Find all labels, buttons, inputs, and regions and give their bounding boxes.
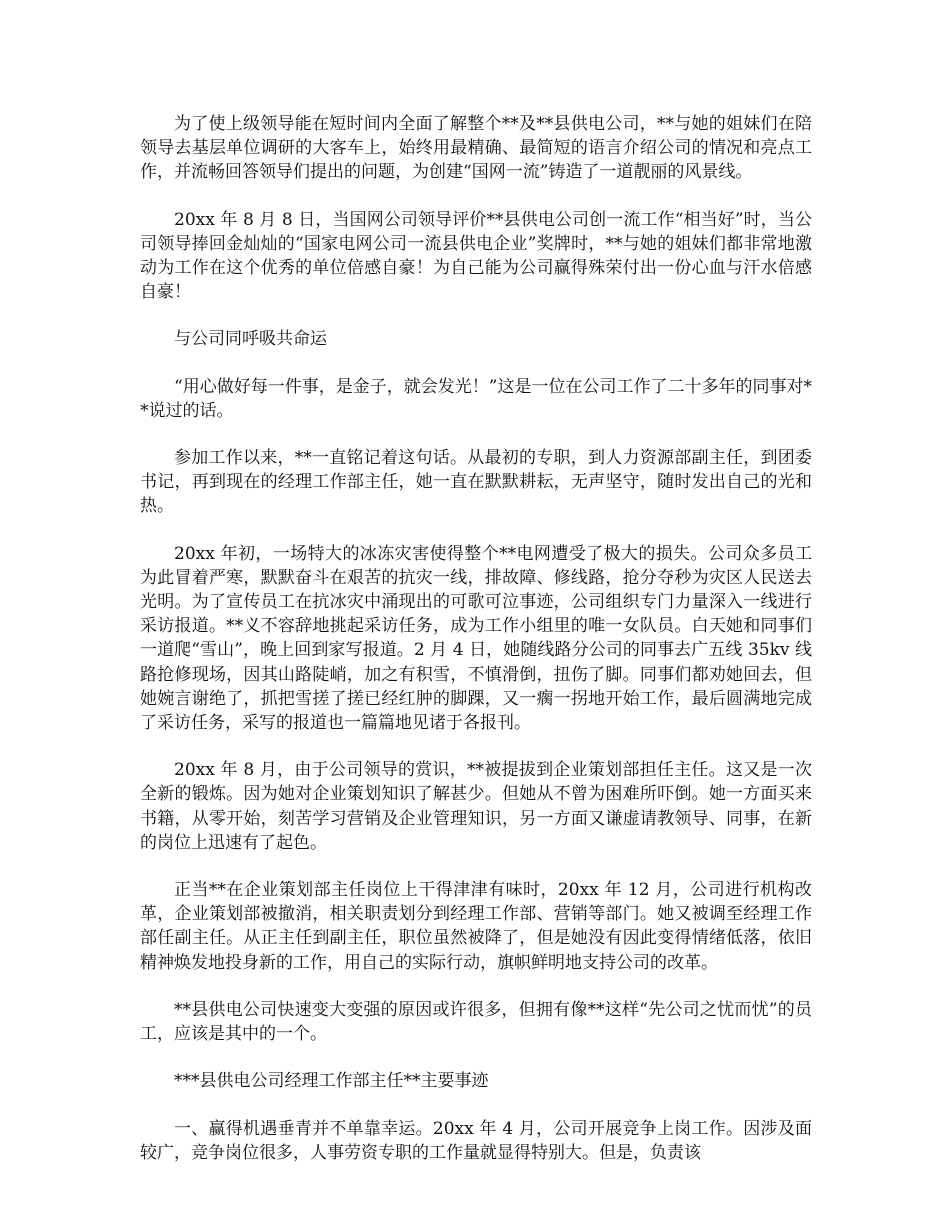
paragraph-promotion: 20xx 年 8 月，由于公司领导的赏识，**被提拔到企业策划部担任主任。这又是一次全新的锻炼。因为她对企业策划知识了解甚少。但她从不曾为困难所吓倒。她一方面买来书籍，从零开始，刻苦学习营销及企业管理知识，另一方面又谦虚请教领导、同事，在新的岗位上迅速有了起色。 xyxy=(140,760,812,853)
paragraph-ice-disaster: 20xx 年初，一场特大的冰冻灾害使得整个**电网遭受了极大的损失。公司众多员工为此冒着严寒，默默奋斗在艰苦的抗灾一线，排故障、修线路，抢分夺秒为灾区人民送去光明。为了宣传员工在抗冰灾中涌现出的可歌可泣事迹，公司组织专门力量深入一线进行采访报道。**义不容辞地挑起采访任务，成为工作小组里的唯一女队员。白天她和同事们一道爬“雪山”，晚上回到家写报道。2 月 4 日，她随线路分公司的同事去广五线 35kv 线路抢修现场，因其山路陡峭，加之有积雪，不慎滑倒，扭伤了脚。同事们都劝她回去，但她婉言谢绝了，抓把雪搓了搓已经红肿的脚踝，又一瘸一拐地开始工作，最后圆满地完成了采访任务，采写的报道也一篇篇地见诸于各报刊。 xyxy=(140,543,812,734)
paragraph-career: 参加工作以来，**一直铭记着这句话。从最初的专职，到人力资源部副主任，到团委书记，再到现在的经理工作部主任，她一直在默默耕耘，无声坚守，随时发出自己的光和热。 xyxy=(140,448,812,517)
document-body xyxy=(140,112,812,1188)
paragraph-award: 20xx 年 8 月 8 日，当国网公司领导评价**县供电公司创一流工作“相当好”时，当公司领导捧回金灿灿的“国家电网公司一流县供电企业”奖牌时，**与她的姐妹们都非常地激动为工作在这个优秀的单位倍感自豪！为自己能为公司赢得殊荣付出一份心血与汗水倍感自豪！ xyxy=(140,209,812,303)
paragraph-opportunity: 一、赢得机遇垂青并不单靠幸运。20xx 年 4 月，公司开展竞争上岗工作。因涉及面较广，竞争岗位很多，人事劳资专职的工作量就显得特别大。但是，负责该 xyxy=(140,1118,812,1163)
section-heading: 与公司同呼吸共命运 xyxy=(174,329,327,350)
paragraph-reform: 正当**在企业策划部主任岗位上干得津津有味时，20xx 年 12 月，公司进行机构改革，企业策划部被撤消，相关职责划分到经理工作部、营销等部门。她又被调至经理工作部任副主任。从正主任到副主任，职位虽然被降了，但是她没有因此变得情绪低落，依旧精神焕发地投身新的工作，用自己的实际行动，旗帜鲜明地支持公司的改革。 xyxy=(140,880,812,973)
section-heading-deeds: ***县供电公司经理工作部主任**主要事迹 xyxy=(174,1071,489,1092)
paragraph-conclusion: **县供电公司快速变大变强的原因或许很多，但拥有像**这样“先公司之忧而忧”的员工，应该是其中的一个。 xyxy=(140,999,812,1045)
paragraph-intro-leaders: 为了使上级领导能在短时间内全面了解整个**及**县供电公司，**与她的姐妹们在陪领导去基层单位调研的大客车上，始终用最精确、最简短的语言介绍公司的情况和亮点工作，并流畅回答领导们提出的问题，为创建“国网一流”铸造了一道靓丽的风景线。 xyxy=(140,114,812,183)
paragraph-quote: “用心做好每一件事，是金子，就会发光！”这是一位在公司工作了二十多年的同事对**说过的话。 xyxy=(140,376,812,421)
